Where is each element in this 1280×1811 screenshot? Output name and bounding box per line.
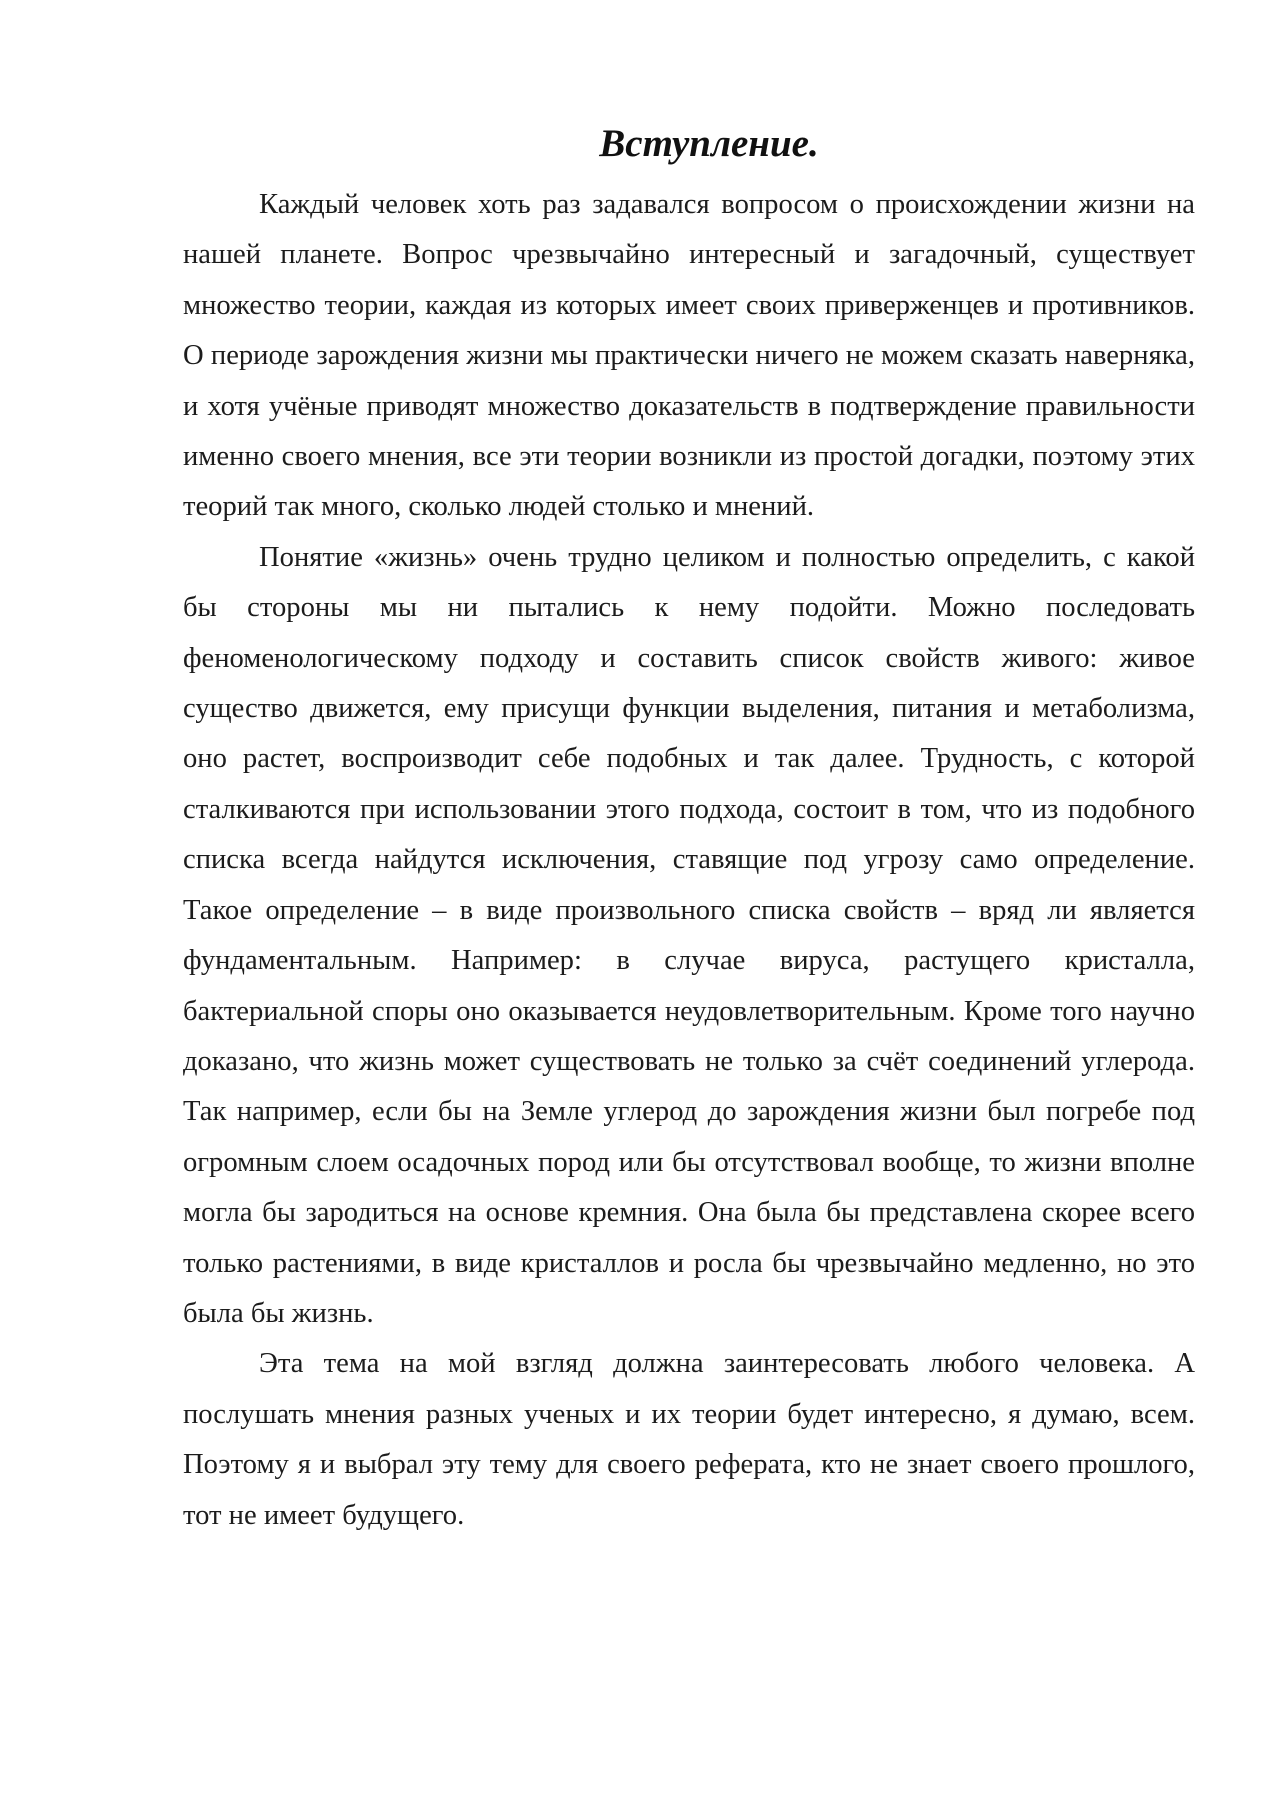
paragraph-1: Каждый человек хоть раз задавался вопросом о происхождении жизни на нашей планете. Вопрос чрезвычайно интересный и загадочный, существует множество теории, каждая из которых имеет своих приверженцев и противников. О периоде зарождения жизни мы практически ничего не можем сказать наверняка, и хотя учёные приводят множество доказательств в подтверждение правильности именно своего мнения, все эти теории возникли из простой догадки, поэтому этих теорий так много, сколько людей столько и мнений.	[183, 189, 1195, 523]
paragraph-2: Понятие «жизнь» очень трудно целиком и полностью определить, с какой бы стороны мы ни пытались к нему подойти. Можно последовать феноменологическому подходу и составить список свойств живого: живое существо движется, ему присущи функции выделения, питания и метаболизма, оно растет, воспроизводит себе подобных и так далее. Трудность, с которой сталкиваются при использовании этого подхода, состоит в том, что из подобного списка всегда найдутся исключения, ставящие под угрозу само определение. Такое определение – в виде произвольного списка свойств – вряд ли является фундаментальным. Например: в случае вируса, растущего кристалла, бактериальной споры оно оказывается неудовлетворительным. Кроме того научно доказано, что жизнь может существовать не только за счёт соединений углерода. Так например, если бы на Земле углерод до зарождения жизни был погребе под огромным слоем осадочных пород или бы отсутствовал вообще, то жизни вполне могла бы зародиться на основе кремния. Она была бы представлена скорее всего только растениями, в виде кристаллов и росла бы чрезвычайно медленно, но это была бы жизнь.	[183, 541, 1195, 1329]
document-body	[183, 118, 1195, 1541]
document-title: Вступление.	[599, 122, 819, 165]
paragraph-3: Эта тема на мой взгляд должна заинтересовать любого человека. А послушать мнения разных ученых и их теории будет интересно, я думаю, всем. Поэтому я и выбрал эту тему для своего реферата, кто не знает своего прошлого, тот не имеет будущего.	[183, 1348, 1195, 1531]
